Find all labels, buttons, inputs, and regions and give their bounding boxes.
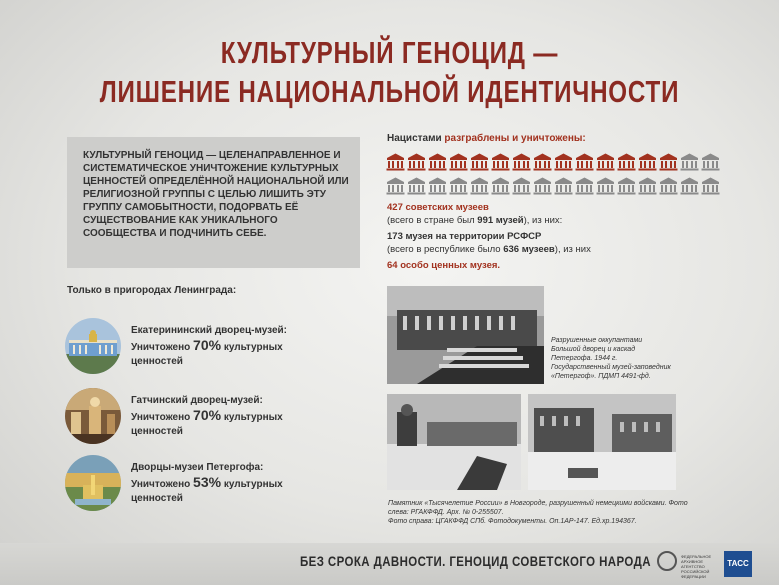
palace-gatchina-text bbox=[131, 394, 283, 439]
museum-icon-destroyed bbox=[491, 153, 510, 171]
palace-gatchina-name: Гатчинский дворец-музей: bbox=[131, 395, 263, 406]
museum-icon bbox=[407, 177, 426, 195]
museum-icon bbox=[596, 177, 615, 195]
palace-catherine-name: Екатерининский дворец-музей: bbox=[131, 325, 288, 336]
tass-logo: ТАСС bbox=[724, 551, 752, 577]
palace-catherine-text bbox=[131, 324, 287, 369]
museums-heading bbox=[387, 133, 586, 144]
stat-636-pre: (всего в республике было bbox=[387, 244, 504, 255]
palace-catherine-pre: Уничтожено bbox=[131, 342, 194, 353]
museum-icon bbox=[575, 177, 594, 195]
archive-logo-text: ФЕДЕРАЛЬНОЕ АРХИВНОЕ АГЕНТСТВО РОССИЙСКОЙ ФЕДЕРАЦИИ bbox=[681, 554, 712, 579]
museum-icon-destroyed bbox=[512, 153, 531, 171]
peterhof-ruins-photo bbox=[387, 286, 544, 384]
palace-peterhof-name: Дворцы-музеи Петергофа: bbox=[131, 462, 264, 473]
footer-title: БЕЗ СРОКА ДАВНОСТИ. ГЕНОЦИД СОВЕТСКОГО НАРОДА bbox=[300, 553, 651, 569]
museum-icon bbox=[701, 153, 720, 171]
museum-icon bbox=[617, 177, 636, 195]
museums-heading-prefix: Нацистами bbox=[387, 133, 445, 144]
stat-991-pre: (всего в стране был bbox=[387, 215, 478, 226]
museum-icon-destroyed bbox=[407, 153, 426, 171]
museum-icon bbox=[701, 177, 720, 195]
suburbs-heading: Только в пригородах Ленинграда: bbox=[67, 285, 237, 296]
caption-top: Разрушенные оккупантами Большой дворец и каскад Петергофа. 1944 г. Государственный музей-заповедник «Петергоф». ПДМП 4491-фд. bbox=[551, 337, 671, 380]
palace-peterhof bbox=[65, 455, 385, 513]
palace-peterhof-post: культурных bbox=[221, 479, 283, 490]
palace-catherine-post2: ценностей bbox=[131, 356, 183, 367]
archive-emblem-icon bbox=[657, 551, 677, 571]
stat-636-value: 636 музеев bbox=[503, 244, 555, 255]
museum-icon bbox=[470, 177, 489, 195]
museum-icon-destroyed bbox=[617, 153, 636, 171]
museum-icon bbox=[554, 177, 573, 195]
gatchina-palace-image bbox=[65, 388, 121, 444]
museum-icon-row-2 bbox=[386, 177, 726, 197]
museum-icon-destroyed bbox=[659, 153, 678, 171]
palace-gatchina-pre: Уничтожено bbox=[131, 412, 194, 423]
museum-icon-destroyed bbox=[428, 153, 447, 171]
museum-icon bbox=[512, 177, 531, 195]
museum-icon bbox=[533, 177, 552, 195]
peterhof-palace-image bbox=[65, 455, 121, 511]
museum-icon-row-1 bbox=[386, 153, 726, 173]
museum-icon bbox=[680, 177, 699, 195]
palace-gatchina-post: культурных bbox=[221, 412, 283, 423]
museum-icon-grid bbox=[386, 153, 726, 201]
stat-991-post: ), из них: bbox=[523, 215, 563, 226]
palace-catherine bbox=[65, 318, 385, 376]
caption-bottom-line1: Памятник «Тысячелетие России» в Новгороде, разрушенный немецкими войсками. Фото слева: РГАКФФД. Арх. № 0-255507. bbox=[388, 500, 688, 516]
palace-catherine-post: культурных bbox=[221, 342, 283, 353]
stat-173: 173 музея на территории РСФСР bbox=[387, 231, 542, 242]
palace-peterhof-pct: 53% bbox=[193, 474, 222, 490]
museum-icon-destroyed bbox=[575, 153, 594, 171]
palace-gatchina-loss bbox=[131, 408, 283, 425]
ruined-estate-photo bbox=[528, 394, 676, 490]
caption-bottom bbox=[388, 499, 688, 526]
page-title-line1: КУЛЬТУРНЫЙ ГЕНОЦИД — bbox=[220, 35, 559, 70]
palace-gatchina bbox=[65, 388, 385, 446]
museum-icon-destroyed bbox=[638, 153, 657, 171]
definition-box: КУЛЬТУРНЫЙ ГЕНОЦИД — ЦЕЛЕНАПРАВЛЕННОЕ И СИСТЕМАТИЧЕСКОЕ УНИЧТОЖЕНИЕ КУЛЬТУРНЫХ ЦЕННОСТЕЙ ОПРЕДЕЛЁННОЙ НАЦИОНАЛЬНОЙ ИЛИ РЕЛИГИОЗНОЙ ГРУППЫ С ЦЕЛЬЮ ЛИШИТЬ ЭТУ ГРУППУ САМОБЫТНОСТИ, ПОДОРВАТЬ ЕЁ СУЩЕСТВОВАНИЕ КАК УНИКАЛЬНОГО СООБЩЕСТВА И ПОДЧИНИТЬ СЕБЕ. bbox=[67, 137, 360, 268]
museum-stats bbox=[387, 201, 747, 272]
museum-icon-destroyed bbox=[533, 153, 552, 171]
palace-gatchina-post2: ценностей bbox=[131, 426, 183, 437]
stat-636 bbox=[387, 243, 747, 256]
stat-991 bbox=[387, 214, 747, 227]
museum-icon bbox=[638, 177, 657, 195]
museum-icon bbox=[386, 177, 405, 195]
stat-991-value: 991 музей bbox=[477, 215, 524, 226]
museum-icon-destroyed bbox=[596, 153, 615, 171]
museum-icon-destroyed bbox=[449, 153, 468, 171]
palace-catherine-pct: 70% bbox=[193, 337, 222, 353]
catherine-palace-image bbox=[65, 318, 121, 374]
museum-icon-destroyed bbox=[554, 153, 573, 171]
stat-636-post: ), из них bbox=[554, 244, 591, 255]
museum-icon-destroyed bbox=[386, 153, 405, 171]
palace-peterhof-text bbox=[131, 461, 283, 506]
museum-icon bbox=[659, 177, 678, 195]
museum-icon bbox=[449, 177, 468, 195]
caption-bottom-line2: Фото справа: ЦГАКФФД СПб. Фотодокументы. Оп.1АР-147. Ед.хр.194367. bbox=[388, 518, 637, 525]
palace-catherine-loss bbox=[131, 338, 287, 355]
palace-peterhof-pre: Уничтожено bbox=[131, 479, 194, 490]
stat-64: 64 особо ценных музея. bbox=[387, 260, 501, 271]
palace-peterhof-post2: ценностей bbox=[131, 493, 183, 504]
footer bbox=[0, 543, 779, 585]
museum-icon bbox=[491, 177, 510, 195]
page-title-line2: ЛИШЕНИЕ НАЦИОНАЛЬНОЙ ИДЕНТИЧНОСТИ bbox=[99, 74, 680, 109]
museums-heading-highlight: разграблены и уничтожены: bbox=[444, 133, 586, 144]
museum-icon-destroyed bbox=[470, 153, 489, 171]
museum-icon bbox=[680, 153, 699, 171]
novgorod-monument-photo bbox=[387, 394, 521, 490]
palace-gatchina-pct: 70% bbox=[193, 407, 222, 423]
museum-icon bbox=[428, 177, 447, 195]
palace-peterhof-loss bbox=[131, 475, 283, 492]
stat-427: 427 советских музеев bbox=[387, 202, 489, 213]
